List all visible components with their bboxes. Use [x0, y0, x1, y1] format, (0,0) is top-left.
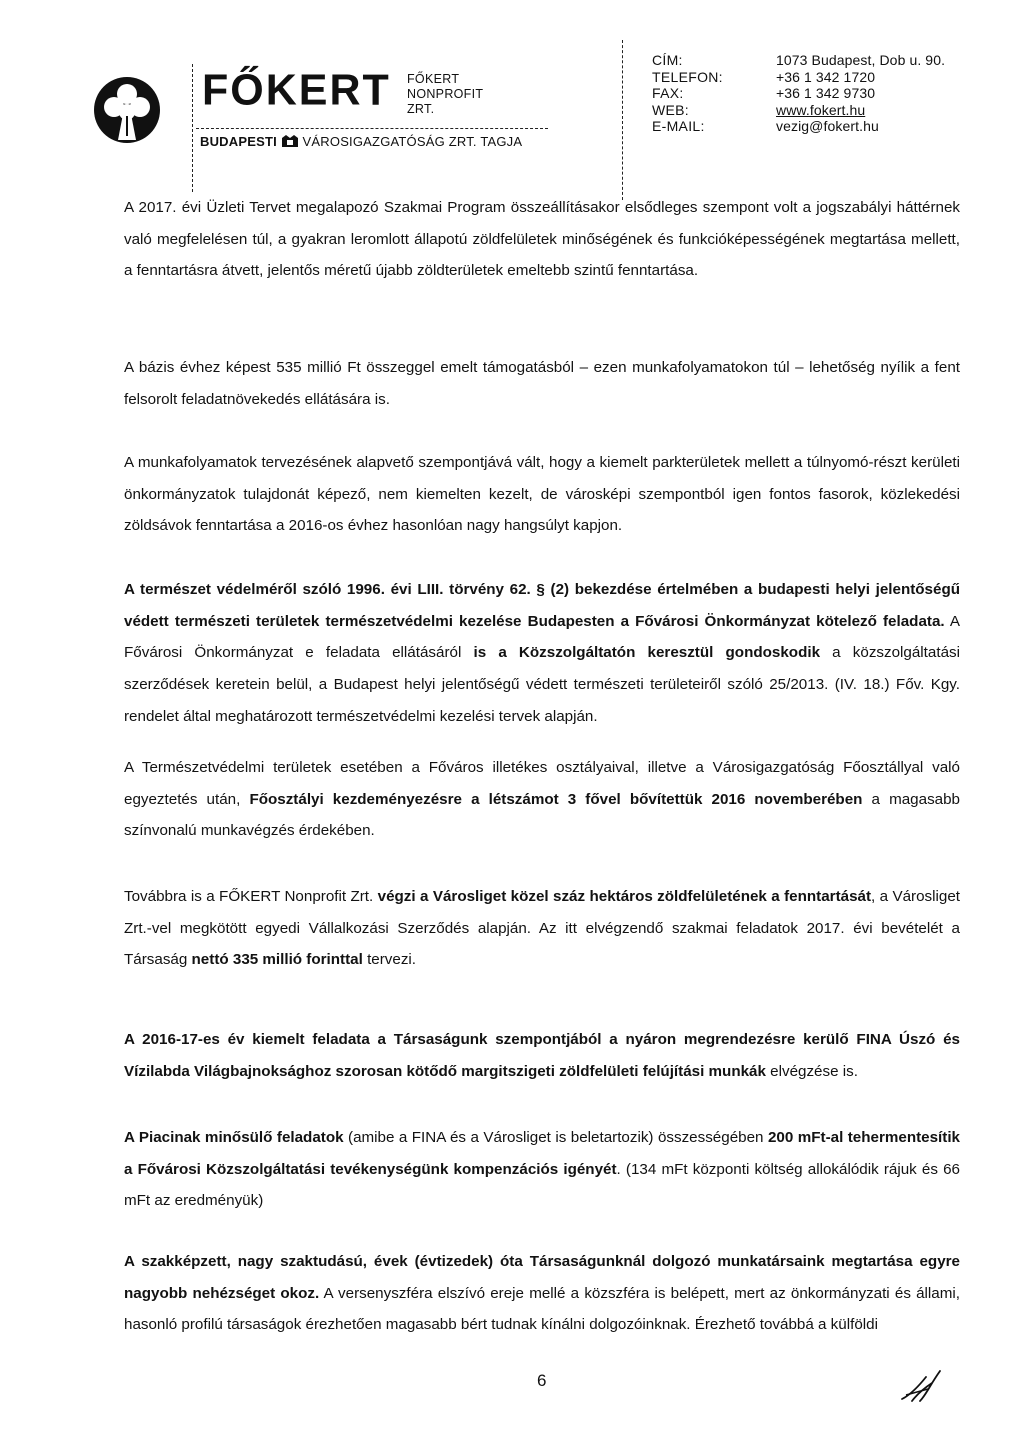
contact-value: +36 1 342 1720	[776, 68, 876, 85]
paragraph-text-run: A 2017. évi Üzleti Tervet megalapozó Szakmai Program összeállításakor elsődleges szempont volt a jogszabályi háttérnek való megfelelésen túl, a gyakran leromlott állapotú zöldfelületek minőségének és funkcióképességének megtartása mellett, a fenntartásra átvett, jelentős méretű újabb zöldterületek emeltebb szintű fenntartása.	[124, 199, 960, 280]
contact-row-fax	[652, 85, 945, 102]
paragraph-text-run: tervezi.	[362, 951, 417, 969]
paragraph-text-run: A 2016-17-es év kiemelt feladata a Társaságunk szempontjából a nyáron megrendezésre kerülő FINA Úszó és Vízilabda Világbajnoksághoz szorosan kötődő margitszigeti zöldfelületi felújítási munkák	[124, 1031, 960, 1080]
contact-info	[652, 52, 945, 135]
paragraph-text-run: (amibe a FINA és a Városliget is beletartozik) összességében	[343, 1129, 768, 1146]
paragraph-p8	[124, 1122, 960, 1217]
paragraph-text-run: A Természetvédelmi területek esetében a Főváros illetékes osztályaival, illetve a Városigazgatóság Főosztállyal való egyeztetés után,	[124, 759, 960, 808]
paragraph-text-run: Főosztályi kezdeményezésre a létszámot 3 fővel bővítettük 2016 novemberében	[249, 790, 863, 808]
contact-value: +36 1 342 9730	[776, 85, 876, 101]
paragraph-text-run: A természet védelméről szóló 1996. évi LIII. törvény 62. § (2) bekezdése értelmében a budapesti helyi jelentőségű védett természeti területek természetvédelmi kezelése Budapesten a Fővárosi Önkormányzat kötelező feladata.	[124, 581, 960, 630]
contact-label: FAX:	[652, 85, 684, 101]
handwritten-signature-icon	[898, 1365, 944, 1409]
page-number: 6	[537, 1371, 547, 1390]
paragraph-text-run: A szakképzett, nagy szaktudású, évek (évtizedek) óta Társaságunknál dolgozó munkatársaink megtartása egyre nagyobb nehézséget okoz.	[124, 1253, 960, 1302]
paragraph-p2	[124, 352, 960, 415]
paragraph-text-run: A Piacinak minősülő feladatok	[124, 1129, 344, 1146]
paragraph-text-run: A bázis évhez képest 535 millió Ft összeggel emelt támogatásból – ezen munkafolyamatokon túl – lehetőség nyílik a fent felsorolt feladatnövekedés ellátására is.	[124, 359, 960, 408]
paragraph-text-run: . (134 mFt központi költség allokálódik rájuk és 66 mFt az eredményük)	[124, 1160, 960, 1210]
brand-name: FŐKERT	[202, 65, 391, 115]
paragraph-text-run: végzi a Városliget közel száz hektáros zöldfelületének a fenntartását	[377, 888, 872, 905]
contact-divider	[622, 40, 623, 200]
paragraph-text-run: A versenyszféra elszívó ereje mellé a közszféra is belépett, mert az önkormányzati és állami, hasonló profilú társaságok érezhetően magasabb bért tudnak kínálni dolgozóinknak. Érezhető továbbá a külföldi	[124, 1284, 960, 1334]
paragraph-text-run: A munkafolyamatok tervezésének alapvető szempontjává vált, hogy a kiemelt parkterületek mellett a túlnyomó-részt kerületi önkormányzatok tulajdonát képező, nem kiemelten kezelt, de városképi szempontból igen fontos fasorok, közlekedési zöldsávok fenntartása a 2016-os évhez hasonlóan nagy hangsúlyt kapjon.	[124, 454, 960, 535]
contact-value: 1073 Budapest, Dob u. 90.	[776, 52, 946, 68]
paragraph-text-run: 200 mFt-al tehermentesítik a Fővárosi Közszolgáltatási tevékenységünk kompenzációs igényét	[124, 1129, 960, 1178]
paragraph-p3	[124, 447, 960, 542]
tagline-prefix: BUDAPESTI	[200, 134, 277, 149]
paragraph-text-run: , a Városliget Zrt.-vel megkötött egyedi Vállalkozási Szerződés alapján. Az itt elvégzendő szakmai feladatok 2017. évi bevételét a Társaság	[124, 888, 960, 969]
letterhead	[92, 30, 972, 200]
contact-row-phone	[652, 69, 945, 86]
paragraph-text-run: elvégzése is.	[765, 1062, 858, 1080]
paragraph-text-run: a közszolgáltatási szerződések keretein belül, a Budapest helyi jelentőségű védett természeti területeiről szóló 25/2013. (IV. 18.) Főv. Kgy. rendelet által meghatározott természetvédelmi kezelési tervek alapján.	[124, 644, 960, 725]
contact-row-web	[652, 102, 945, 119]
paragraph-p1	[124, 192, 960, 287]
paragraph-text-run: is a Közszolgáltatón keresztül gondoskodik	[473, 644, 821, 662]
paragraph-text-run: Továbbra is a FŐKERT Nonprofit Zrt.	[124, 888, 378, 905]
website-link[interactable]: www.fokert.hu	[776, 101, 866, 118]
brand-block	[202, 65, 484, 116]
paragraph-p5	[124, 752, 960, 847]
paragraph-text-run: nettó 335 millió forinttal	[191, 951, 363, 969]
contact-label: WEB:	[652, 101, 689, 118]
paragraph-p6	[124, 881, 960, 976]
brand-subtitle	[407, 72, 483, 117]
clover-logo-icon	[92, 70, 162, 150]
paragraph-p7	[124, 1024, 960, 1087]
paragraph-text-run: A Fővárosi Önkormányzat e feladata ellátásáról	[124, 612, 961, 662]
brand-divider	[196, 128, 548, 129]
brand-subtitle-line2: NONPROFIT ZRT.	[407, 87, 484, 116]
brand-subtitle-line1: FŐKERT	[407, 72, 460, 86]
contact-label: E-MAIL:	[652, 118, 705, 134]
city-crest-icon	[281, 134, 299, 148]
contact-row-address	[652, 52, 945, 69]
paragraph-p9	[124, 1246, 960, 1341]
brand-tagline	[200, 134, 522, 149]
paragraph-text-run: a magasabb színvonalú munkavégzés érdekében.	[124, 790, 961, 840]
paragraph-p4	[124, 574, 960, 733]
logo-divider	[192, 64, 193, 192]
contact-label: TELEFON:	[652, 68, 723, 85]
email-link[interactable]: vezig@fokert.hu	[776, 118, 879, 134]
contact-label: CÍM:	[652, 52, 683, 68]
contact-row-email	[652, 118, 945, 135]
tagline-rest: VÁROSIGAZGATÓSÁG ZRT. TAGJA	[302, 134, 523, 149]
